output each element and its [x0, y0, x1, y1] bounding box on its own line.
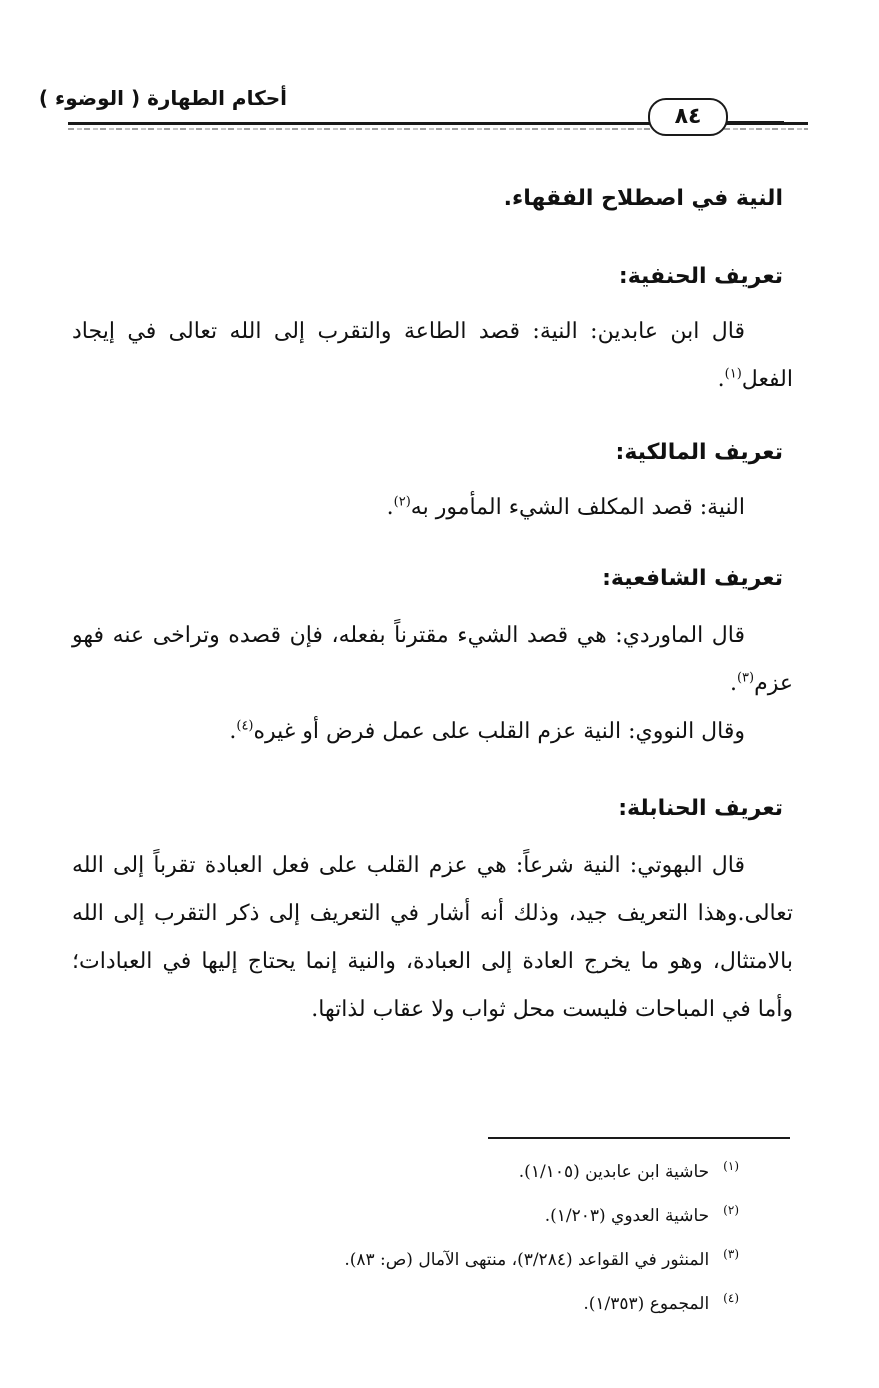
footnotes [344, 1150, 739, 1326]
heading-hanbali: تعريف الحنابلة: [618, 796, 783, 821]
running-head-title: أحكام الطهارة ( الوضوء ) [38, 86, 287, 110]
footnote-ref-4[interactable]: (٤) [236, 718, 254, 734]
footnote-ref-1[interactable]: (١) [724, 366, 742, 382]
footnote-text: حاشية ابن عابدين (١/١٠٥). [518, 1162, 710, 1182]
hanafi-end: . [717, 367, 725, 392]
paragraph-hanbali [72, 842, 793, 1034]
page-number: ٨٤ [648, 98, 728, 136]
section-title: النية في اصطلاح الفقهاء. [503, 186, 783, 211]
shafii-end-2: . [229, 719, 237, 744]
paragraph-hanafi [72, 308, 793, 404]
heading-shafii: تعريف الشافعية: [602, 566, 783, 591]
footnote-mark: (٤) [723, 1291, 739, 1306]
heading-maliki: تعريف المالكية: [615, 440, 783, 465]
footnote-mark: (٣) [723, 1247, 739, 1262]
footnote-ref-3[interactable]: (٣) [736, 670, 755, 686]
footnote-text: المجموع (١/٣٥٣). [583, 1294, 710, 1314]
maliki-text: النية: قصد المكلف الشيء المأمور به [410, 495, 745, 520]
hanbali-text: قال البهوتي: النية شرعاً: هي عزم القلب على فعل العبادة تقرباً إلى الله تعالى.وهذا التعريف جيد، وذلك أنه أشار في التعريف إلى ذكر التقرب إلى الله بالامتثال، وهو ما يخرج العادة إلى العبادة، والنية إنما يحتاج إليها في العبادات؛ وأما في المباحات فليست محل ثواب ولا عقاب لذاتها. [72, 853, 793, 1022]
footnote-1 [344, 1150, 739, 1194]
footnote-ref-2[interactable]: (٢) [393, 494, 411, 510]
footnote-mark: (١) [723, 1159, 739, 1174]
footnote-4 [344, 1282, 739, 1326]
footnote-text: حاشية العدوي (١/٢٠٣). [544, 1206, 710, 1226]
maliki-end: . [386, 495, 394, 520]
hanafi-text: قال ابن عابدين: النية: قصد الطاعة والتقرب إلى الله تعالى في إيجاد الفعل [72, 319, 793, 392]
shafii-text-2: وقال النووي: النية عزم القلب على عمل فرض أو غيره [253, 719, 745, 744]
footnote-rule [488, 1137, 790, 1139]
footnote-3 [344, 1238, 739, 1282]
footnote-2 [344, 1194, 739, 1238]
paragraph-shafii [72, 612, 793, 756]
paragraph-maliki [72, 484, 793, 532]
footnote-mark: (٢) [723, 1203, 739, 1218]
header-rule-tail [722, 121, 784, 124]
footnote-text: المنثور في القواعد (٣/٢٨٤)، منتهى الآمال (ص: ٨٣). [344, 1250, 710, 1270]
heading-hanafi: تعريف الحنفية: [618, 264, 783, 289]
shafii-end-1: . [729, 671, 737, 696]
shafii-text-1: قال الماوردي: هي قصد الشيء مقترناً بفعله، فإن قصده وتراخى عنه فهو عزم [72, 623, 793, 696]
